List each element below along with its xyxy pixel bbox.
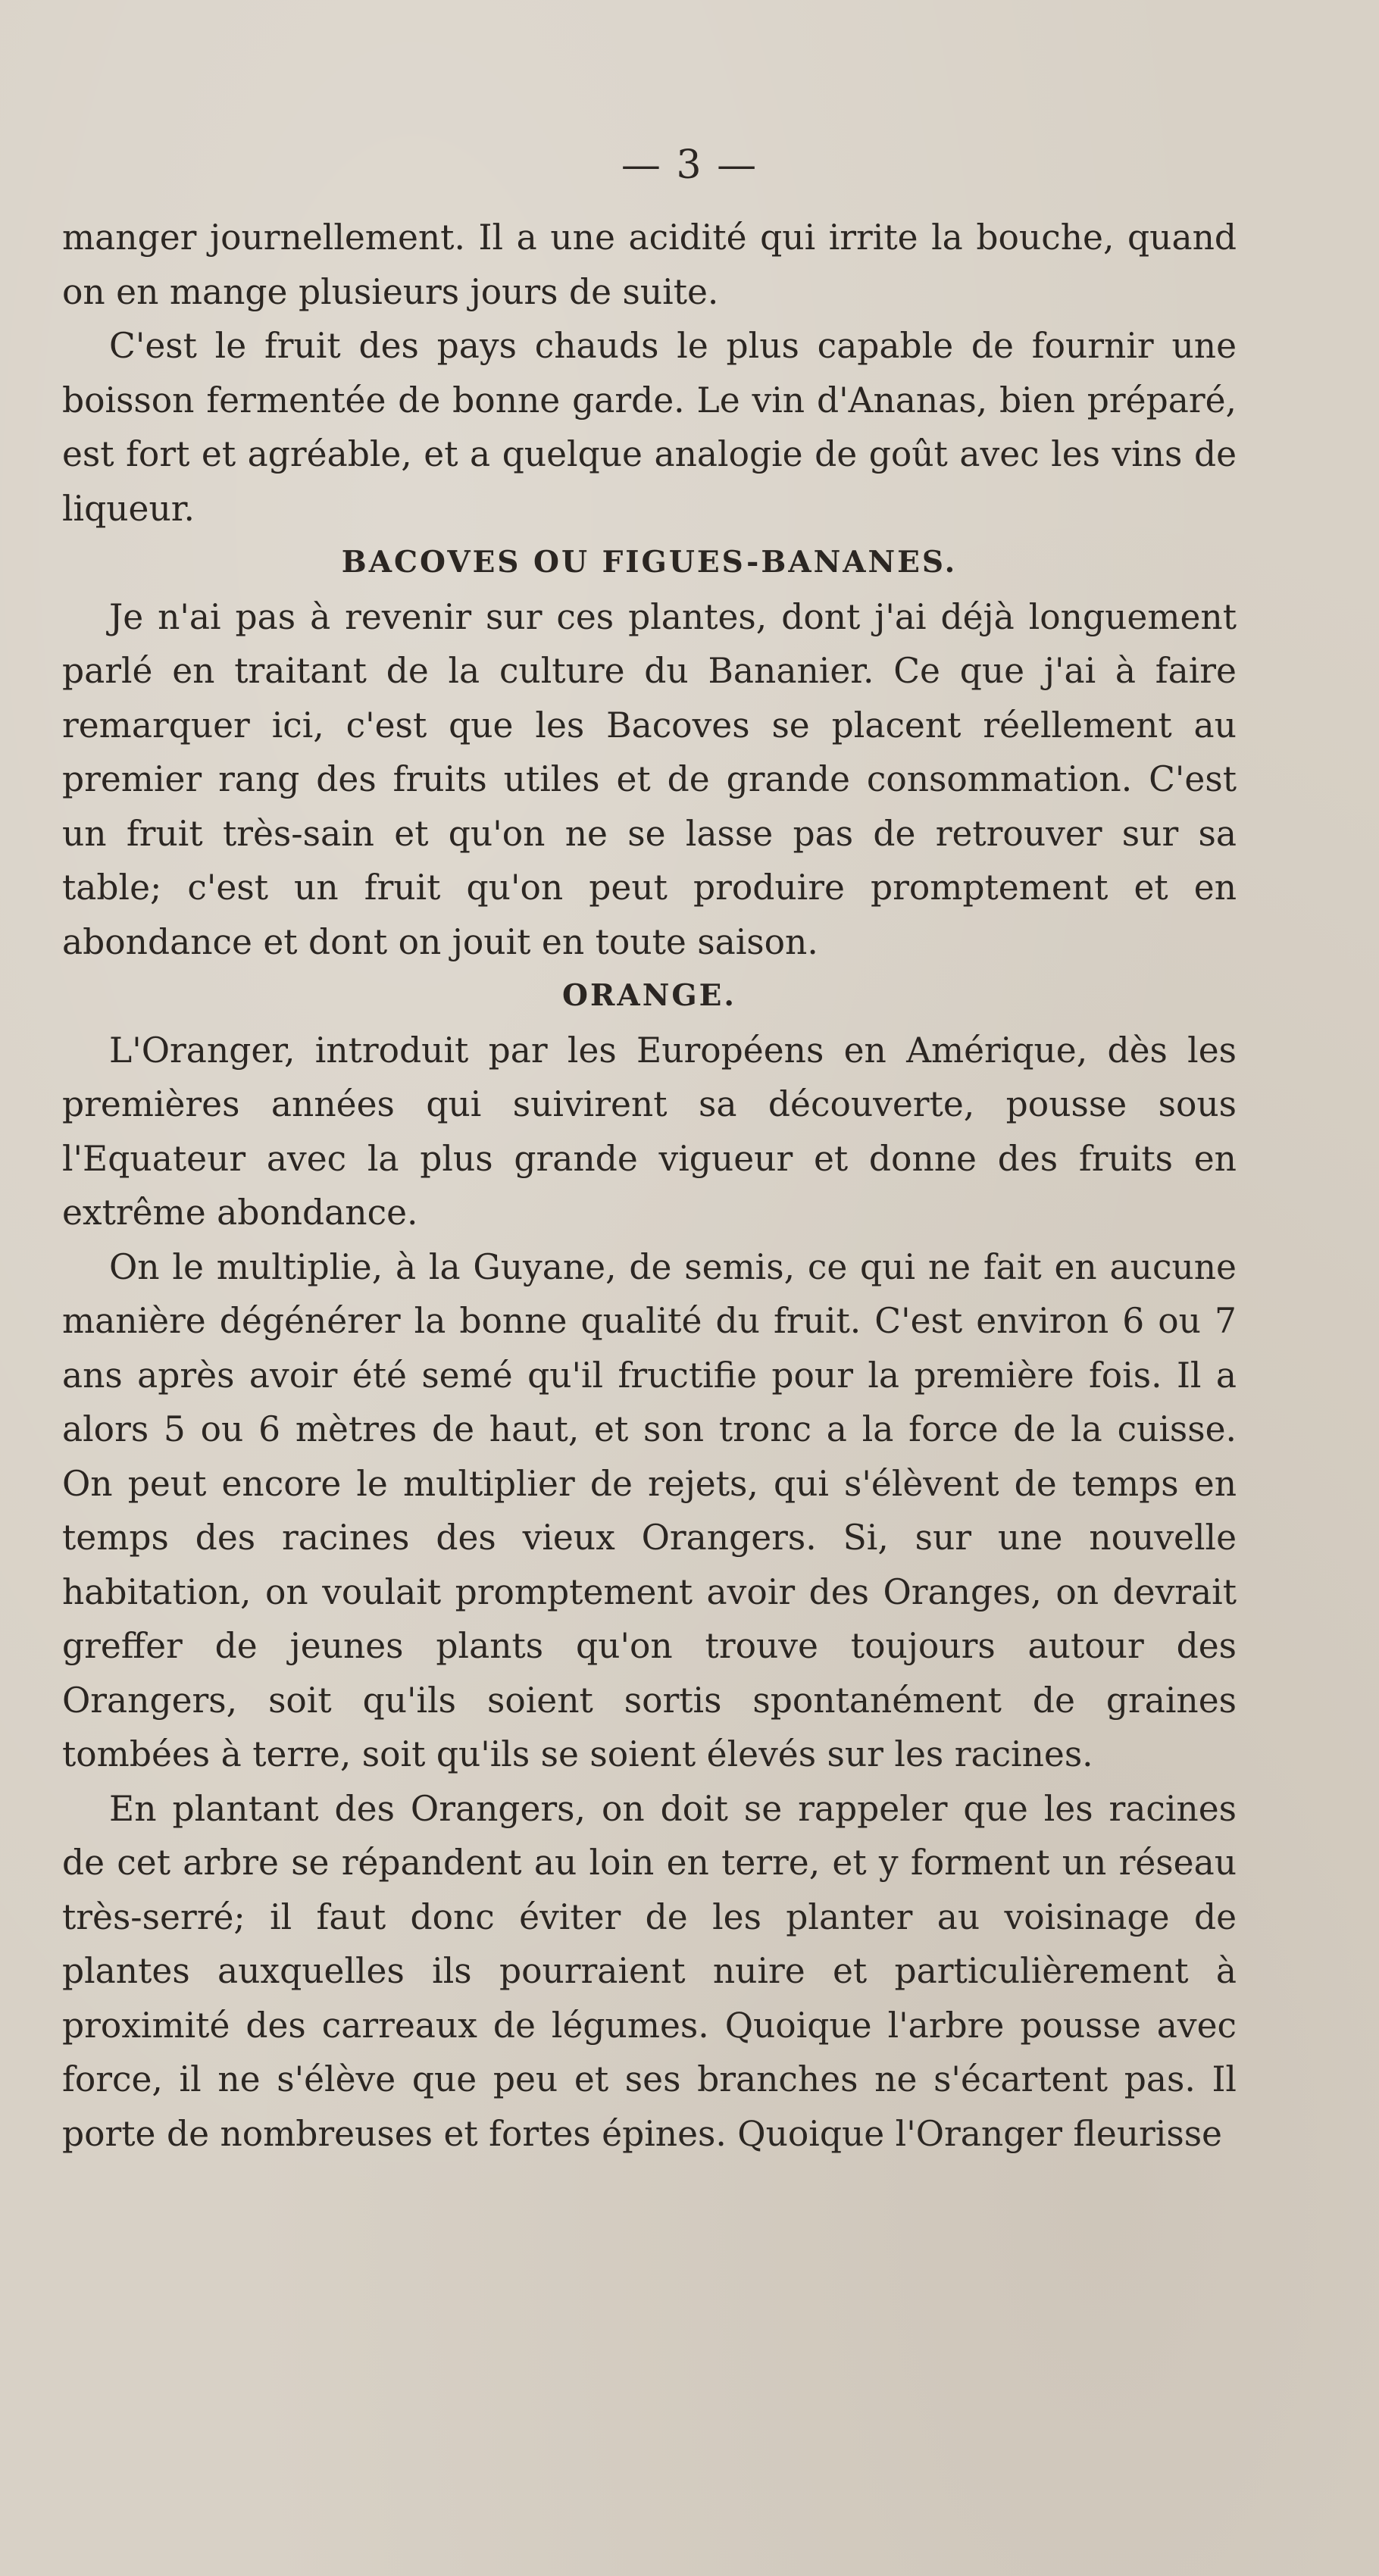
paragraph-orange-multiplication: On le multiplie, à la Guyane, de semis, ce qui ne fait en aucune manière dégénérer la bonne qualité du fruit. C'est environ 6 ou 7 ans après avoir été semé qu'il fructifie pour la première fois. Il a alors 5 ou 6 mètres de haut, et son tronc a la force de la cuisse. On peut encore le multiplier de rejets, qui s'élèvent de temps en temps des racines des vieux Orangers. Si, sur une nouvelle habitation, on voulait promptement avoir des Oranges, on devrait greffer de jeunes plants qu'on trouve toujours autour des Orangers, soit qu'ils soient sortis spontanément de graines tombées à terre, soit qu'ils se soient élevés sur les racines.: [62, 1246, 1237, 1774]
paragraph-continuation: manger journellement. Il a une acidité qui irrite la bouche, quand on en mange plusieurs jours de suite.: [62, 217, 1237, 312]
paragraph-ananas-wine: C'est le fruit des pays chauds le plus capable de fournir une boisson fermentée de bonne garde. Le vin d'Ananas, bien préparé, est fort et agréable, et a quelque analogie de goût avec les vins de liqueur.: [62, 326, 1237, 529]
body-text: [62, 211, 1237, 2161]
page-number: — 3 —: [621, 142, 758, 188]
section-heading-bacoves: BACOVES OU FIGUES-BANANES.: [341, 545, 958, 580]
section-heading-orange: ORANGE.: [562, 978, 736, 1013]
paragraph-orange-intro: L'Oranger, introduit par les Européens en Amérique, dès les premières années qui suivirent sa découverte, pousse sous l'Equateur avec la plus grande vigueur et donne des fruits en extrême abondance.: [62, 1030, 1237, 1233]
paragraph-bacoves: Je n'ai pas à revenir sur ces plantes, dont j'ai déjà longuement parlé en traitant de la culture du Bananier. Ce que j'ai à faire remarquer ici, c'est que les Bacoves se placent réellement au premier rang des fruits utiles et de grande consommation. C'est un fruit très-sain et qu'on ne se lasse pas de retrouver sur sa table; c'est un fruit qu'on peut produire promptement et en abondance et dont on jouit en toute saison.: [62, 596, 1237, 962]
paragraph-orange-planting: En plantant des Orangers, on doit se rappeler que les racines de cet arbre se répandent au loin en terre, et y forment un réseau très-serré; il faut donc éviter de les planter au voisinage de plantes auxquelles ils pourraient nuire et particulièrement à proximité des carreaux de légumes. Quoique l'arbre pousse avec force, il ne s'élève que peu et ses branches ne s'écartent pas. Il porte de nombreuses et fortes épines. Quoique l'Oranger fleurisse: [62, 1788, 1237, 2154]
